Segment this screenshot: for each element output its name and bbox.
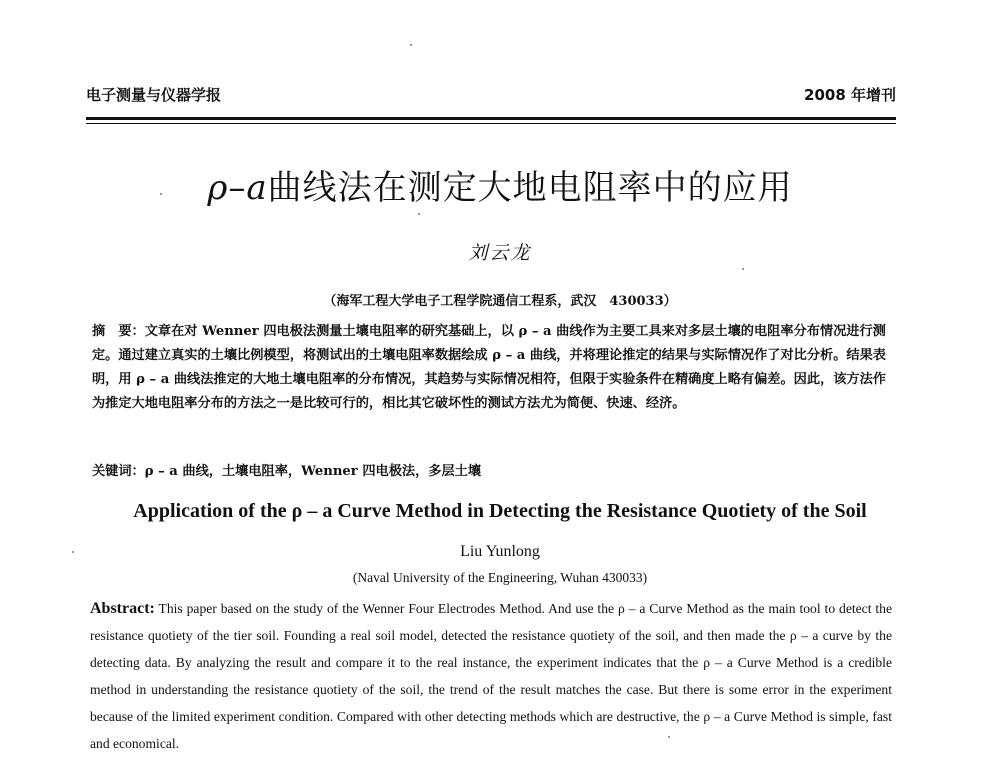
- english-title: Application of the ρ – a Curve Method in Detecting the Resistance Quotiety of the Soil: [133, 500, 867, 522]
- english-abstract-text: This paper based on the study of the Wenner Four Electrodes Method. And use the ρ – a Curve Method as the main tool to detect the resistance quotiety of the tier soil. Founding a real soil model, detected the resistance quotiety of the soil, and then made the ρ – a curve by the detecting data. By analyzing the result and compare it to the real instance, the experiment indicates that the ρ – a Curve Method is a credible method in understanding the resistance quotiety of the soil, the trend of the result matches the case. But there is some error in the experiment because of the limited experiment condition. Compared with other detecting methods which are destructive, the ρ – a Curve Method is simple, fast and economical.: [90, 601, 892, 751]
- english-abstract: [90, 595, 892, 757]
- chinese-abstract: [92, 320, 892, 416]
- scan-speck: [418, 213, 420, 215]
- chinese-keywords: [92, 460, 892, 479]
- english-affiliation: (Naval University of the Engineering, Wuhan 430033): [352, 570, 648, 585]
- header-rule-thin: [86, 123, 896, 124]
- chinese-keywords-label: 关键词：: [92, 464, 145, 479]
- chinese-author: 刘云龙: [468, 242, 532, 264]
- title-text: 曲线法在测定大地电阻率中的应用: [267, 168, 793, 208]
- scan-speck: [668, 736, 670, 738]
- chinese-keywords-text: ρ – a 曲线，土壤电阻率，Wenner 四电极法，多层土壤: [144, 464, 482, 479]
- chinese-title: [0, 160, 1000, 209]
- english-author: Liu Yunlong: [460, 543, 540, 560]
- title-symbol: ρ–a: [207, 168, 268, 208]
- chinese-affiliation: （海军工程大学电子工程学院通信工程系，武汉 430033）: [323, 294, 677, 309]
- chinese-abstract-label: 摘 要：: [92, 324, 145, 339]
- scan-speck: [72, 551, 74, 553]
- journal-name: 电子测量与仪器学报: [86, 86, 222, 104]
- scan-speck: [742, 268, 744, 270]
- running-header: [86, 84, 896, 106]
- scan-speck: [410, 44, 412, 46]
- english-abstract-label: Abstract:: [90, 600, 155, 617]
- issue-label: 2008 年增刊: [804, 86, 896, 104]
- scan-speck: [160, 193, 162, 195]
- header-rule-thick: [86, 117, 896, 120]
- chinese-abstract-text: 文章在对 Wenner 四电极法测量土壤电阻率的研究基础上，以 ρ – a 曲线作为主要工具来对多层土壤的电阻率分布情况进行测定。通过建立真实的土壤比例模型，将测试出的土壤电阻率数据绘成 ρ – a 曲线，并将理论推定的结果与实际情况作了对比分析。结果表明，用 ρ – a 曲线法推定的大地土壤电阻率的分布情况，其趋势与实际情况相符，但限于实验条件在精确度上略有偏差。因此，该方法作为推定大地电阻率分布的方法之一是比较可行的，相比其它破坏性的测试方法尤为简便、快速、经济。: [92, 324, 886, 411]
